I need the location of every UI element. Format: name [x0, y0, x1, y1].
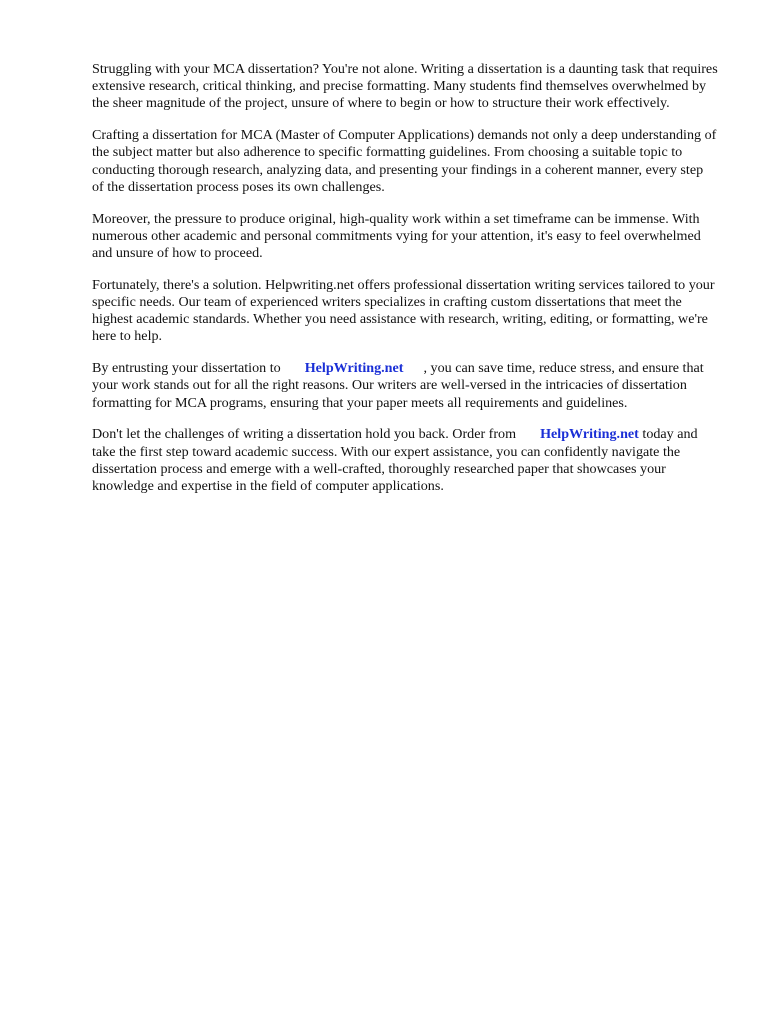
helpwriting-link-2[interactable]: HelpWriting.net	[540, 426, 639, 443]
paragraph-order	[92, 426, 718, 495]
paragraph-intro: Struggling with your MCA dissertation? You're not alone. Writing a dissertation is a daunting task that requires extensive research, critical thinking, and precise formatting. Many students find themselves overwhelmed by the sheer magnitude of the project, unsure of where to begin or how to structure their work effectively.	[92, 61, 718, 112]
document-body	[92, 61, 718, 510]
paragraph-entrusting	[92, 360, 718, 412]
paragraph-crafting: Crafting a dissertation for MCA (Master of Computer Applications) demands not only a deep understanding of the subject matter but also adherence to specific formatting guidelines. From choosing a suitable topic to conducting thorough research, analyzing data, and presenting your findings in a coherent manner, every step of the dissertation process poses its own challenges.	[92, 127, 717, 195]
entrusting-text-after: , you can save time, reduce stress, and ensure that your work stands out for all the right reasons. Our writers are well-versed in the intricacies of dissertation formatting for MCA programs, ensuring that your paper meets all requirements and guidelines.	[92, 360, 704, 411]
order-text-after: today and take the first step toward academic success. With our expert assistance, you can confidently navigate the dissertation process and emerge with a well-crafted, thoroughly researched paper that showcases your knowledge and expertise in the field of computer applications.	[92, 426, 698, 495]
paragraph-solution: Fortunately, there's a solution. Helpwriting.net offers professional dissertation writing services tailored to your specific needs. Our team of experienced writers specializes in crafting custom dissertations that meet the highest academic standards. Whether you need assistance with research, writing, editing, or formatting, we're here to help.	[92, 276, 715, 345]
order-text-before: Don't let the challenges of writing a dissertation hold you back. Order from	[92, 426, 517, 443]
entrusting-text-before: By entrusting your dissertation to	[92, 360, 281, 377]
helpwriting-link-1[interactable]: HelpWriting.net	[304, 360, 404, 377]
paragraph-pressure: Moreover, the pressure to produce original, high-quality work within a set timeframe can be immense. With numerous other academic and personal commitments vying for your attention, it's easy to feel overwhelmed and unsure of how to proceed.	[92, 210, 701, 262]
